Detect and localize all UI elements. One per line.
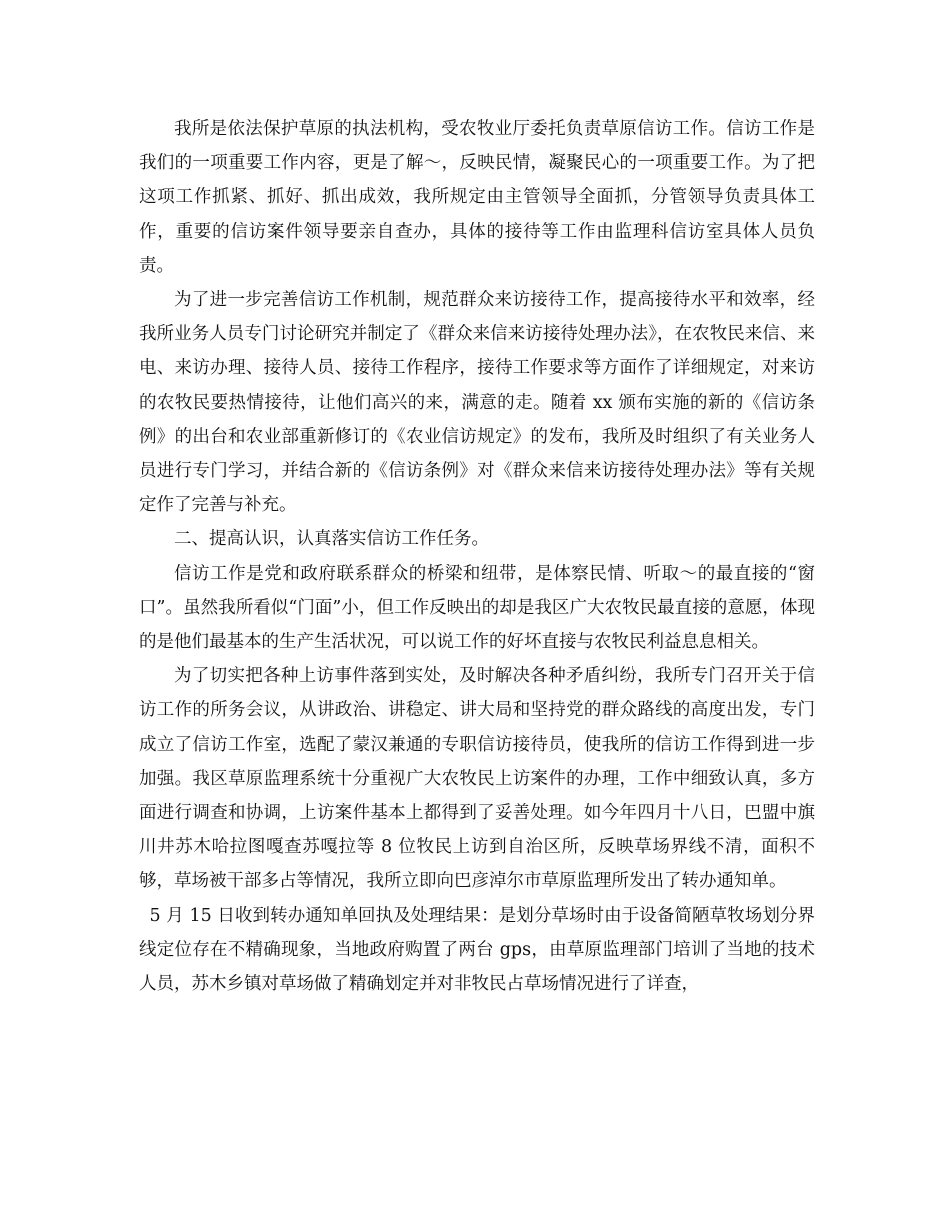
document-page — [139, 112, 815, 1001]
paragraph-3: 信访工作是党和政府联系群众的桥梁和纽带，是体察民情、听取～的最直接的“窗口”。虽然我所看似“门面”小，但工作反映出的却是我区广大农牧民最直接的意愿，体现的是他们最基本的生产生活状况，可以说工作的好坏直接与农牧民利益息息相关。 — [139, 563, 815, 653]
section-heading: 二、提高认识，认真落实信访工作任务。 — [174, 529, 489, 550]
paragraph-4: 为了切实把各种上访事件落到实处，及时解决各种矛盾纠纷，我所专门召开关于信访工作的所务会议，从讲政治、讲稳定、讲大局和坚持党的群众路线的高度出发，专门成立了信访工作室，选配了蒙汉兼通的专职信访接待员，使我所的信访工作得到进一步加强。我区草原监理系统十分重视广大农牧民上访案件的办理，工作中细致认真，多方面进行调查和协调，上访案件基本上都得到了妥善处理。如今年四月十八日，巴盟中旗川井苏木哈拉图嘎查苏嘎拉等 8 位牧民上访到自治区所，反映草场界线不清，面积不够，草场被干部多占等情况，我所立即向巴彦淖尔市草原监理所发出了转办通知单。 — [139, 666, 815, 892]
paragraph-1: 我所是依法保护草原的执法机构，受农牧业厅委托负责草原信访工作。信访工作是我们的一项重要工作内容，更是了解～，反映民情，凝聚民心的一项重要工作。为了把这项工作抓紧、抓好、抓出成效，我所规定由主管领导全面抓，分管领导负责具体工作，重要的信访案件领导要亲自查办，具体的接待等工作由监理科信访室具体人员负责。 — [139, 119, 815, 276]
paragraph-2: 为了进一步完善信访工作机制，规范群众来访接待工作，提高接待水平和效率，经我所业务人员专门讨论研究并制定了《群众来信来访接待处理办法》，在农牧民来信、来电、来访办理、接待人员、接待工作程序，接待工作要求等方面作了详细规定，对来访的农牧民要热情接待，让他们高兴的来，满意的走。随着 xx 颁布实施的新的《信访条例》的出台和农业部重新修订的《农业信访规定》的发布，我所及时组织了有关业务人员进行专门学习，并结合新的《信访条例》对《群众来信来访接待处理办法》等有关规定作了完善与补充。 — [139, 290, 815, 516]
paragraph-5: 5 月 15 日收到转办通知单回执及处理结果：是划分草场时由于设备简陋草牧场划分界线定位存在不精确现象，当地政府购置了两台 gps，由草原监理部门培训了当地的技术人员，苏木乡镇对草场做了精确划定并对非牧民占草场情况进行了详查， — [139, 905, 815, 995]
